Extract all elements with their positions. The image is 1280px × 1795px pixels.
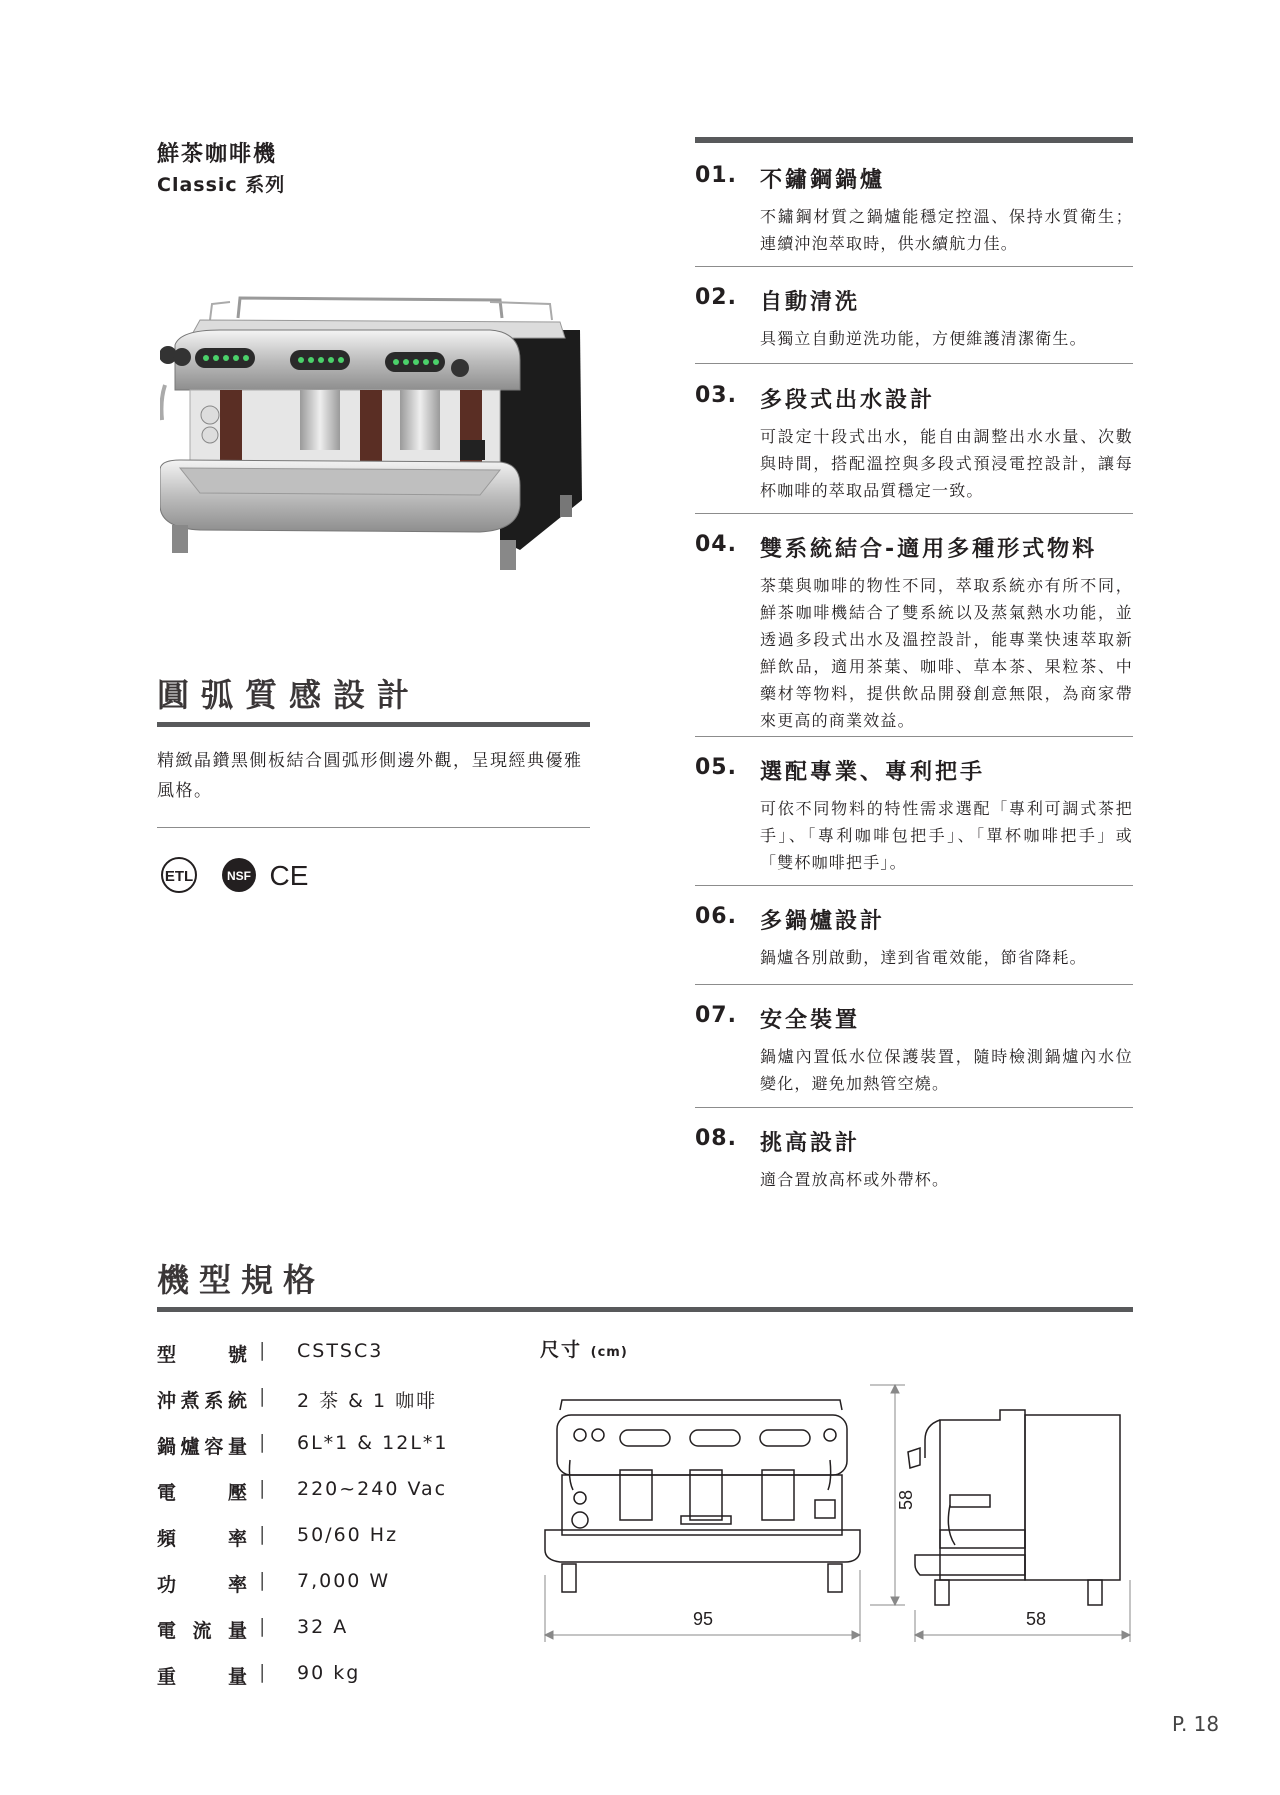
design-divider [157,722,590,727]
feature-title: 安全裝置 [760,1008,861,1033]
ce-mark: CE [269,860,309,891]
spec-separator: | [259,1339,266,1361]
feature-number: 03. [695,383,737,408]
spec-value: 6L*1 & 12L*1 [297,1432,449,1454]
spec-separator: | [259,1615,266,1637]
feature-separator [695,736,1133,737]
feature-number: 08. [695,1126,737,1151]
feature-number: 07. [695,1003,737,1028]
etl-mark: ETL [164,868,194,885]
page-number: P. 18 [1172,1712,1220,1736]
feature-separator [695,885,1133,886]
feature-title: 不鏽鋼鍋爐 [760,168,886,193]
spec-separator: | [259,1477,266,1499]
spec-separator: | [259,1431,266,1453]
spec-label: 沖煮系統 [157,1390,247,1412]
nsf-mark: NSF [227,869,251,883]
feature-description: 可設定十段式出水，能自由調整出水水量、次數與時間，搭配溫控與多段式預浸電控設計，讓每杯咖啡的萃取品質穩定一致。 [760,427,1133,500]
feature-separator [695,266,1133,267]
design-underline [157,827,590,828]
feature-number: 02. [695,285,737,310]
dimension-lines [545,1385,1130,1642]
spec-value: 2 茶 & 1 咖啡 [297,1390,438,1412]
feature-number: 04. [695,532,737,557]
spec-label: 重量 [157,1666,247,1688]
spec-value: 50/60 Hz [297,1524,399,1546]
etl-logo [162,858,196,892]
spec-label: 型號 [157,1344,247,1366]
design-title: 圓弧質感設計 [157,676,422,714]
product-title: 鮮茶咖啡機 [157,142,278,167]
spec-label: 電壓 [157,1482,247,1504]
feature-number: 05. [695,755,737,780]
dimensions-unit: (cm) [590,1345,628,1360]
feature-description: 鍋爐各別啟動，達到省電效能，節省降耗。 [760,948,1087,967]
feature-separator [695,984,1133,985]
dimension-depth: 58 [1025,1609,1047,1629]
feature-description: 適合置放高杯或外帶杯。 [760,1170,950,1189]
product-series: Classic 系列 [157,174,286,196]
feature-separator [695,513,1133,514]
spec-separator: | [259,1661,266,1683]
spec-label: 電流量 [157,1620,247,1642]
spec-label: 鍋爐容量 [157,1436,247,1458]
spec-value: CSTSC3 [297,1340,384,1362]
spec-value: 32 A [297,1616,349,1638]
feature-separator [695,363,1133,364]
feature-description: 不鏽鋼材質之鍋爐能穩定控溫、保持水質衛生；連續沖泡萃取時，供水續航力佳。 [760,207,1133,253]
spec-label: 頻率 [157,1528,247,1550]
feature-description: 茶葉與咖啡的物性不同，萃取系統亦有所不同，鮮茶咖啡機結合了雙系統以及蒸氣熱水功能，並透過多段式出水及溫控設計，能專業快速萃取新鮮飲品，適用茶葉、咖啡、草本茶、果粒茶、中藥材等物料，提供飲品開發創意無限，為商家帶來更高的商業效益。 [760,576,1133,730]
features-top-bar [695,137,1133,143]
dimension-width: 95 [692,1609,714,1629]
coffee-machine-image [160,290,600,600]
dimensions-title: 尺寸 [540,1339,583,1361]
feature-title: 多鍋爐設計 [760,909,886,934]
feature-title: 雙系統結合-適用多種形式物料 [760,537,1098,562]
feature-description: 具獨立自動逆洗功能，方便維護清潔衛生。 [760,329,1087,348]
spec-label: 功率 [157,1574,247,1596]
spec-separator: | [259,1523,266,1545]
feature-title: 選配專業、專利把手 [760,760,986,785]
nsf-logo [222,858,256,892]
feature-title: 多段式出水設計 [760,388,936,413]
feature-number: 01. [695,163,737,188]
spec-value: 7,000 W [297,1570,391,1592]
dimension-drawing [540,1380,1135,1685]
feature-description: 可依不同物料的特性需求選配「專利可調式茶把手」、「專利咖啡包把手」、「單杯咖啡把手」或「雙杯咖啡把手」。 [760,799,1133,872]
spec-value: 90 kg [297,1662,361,1684]
feature-title: 自動清洗 [760,290,861,315]
spec-title: 機型規格 [157,1261,326,1299]
feature-number: 06. [695,904,737,929]
feature-title: 挑高設計 [760,1131,861,1156]
spec-divider [157,1307,1133,1312]
dimension-height: 58 [896,1489,916,1511]
spec-separator: | [259,1569,266,1591]
dimensions-label [540,1335,628,1362]
feature-description: 鍋爐內置低水位保護裝置，隨時檢測鍋爐內水位變化，避免加熱管空燒。 [760,1047,1133,1093]
certification-logos [157,852,337,898]
spec-value: 220~240 Vac [297,1478,448,1500]
feature-separator [695,1107,1133,1108]
design-description: 精緻晶鑽黑側板結合圓弧形側邊外觀，呈現經典優雅風格。 [157,751,583,801]
spec-separator: | [259,1385,266,1407]
